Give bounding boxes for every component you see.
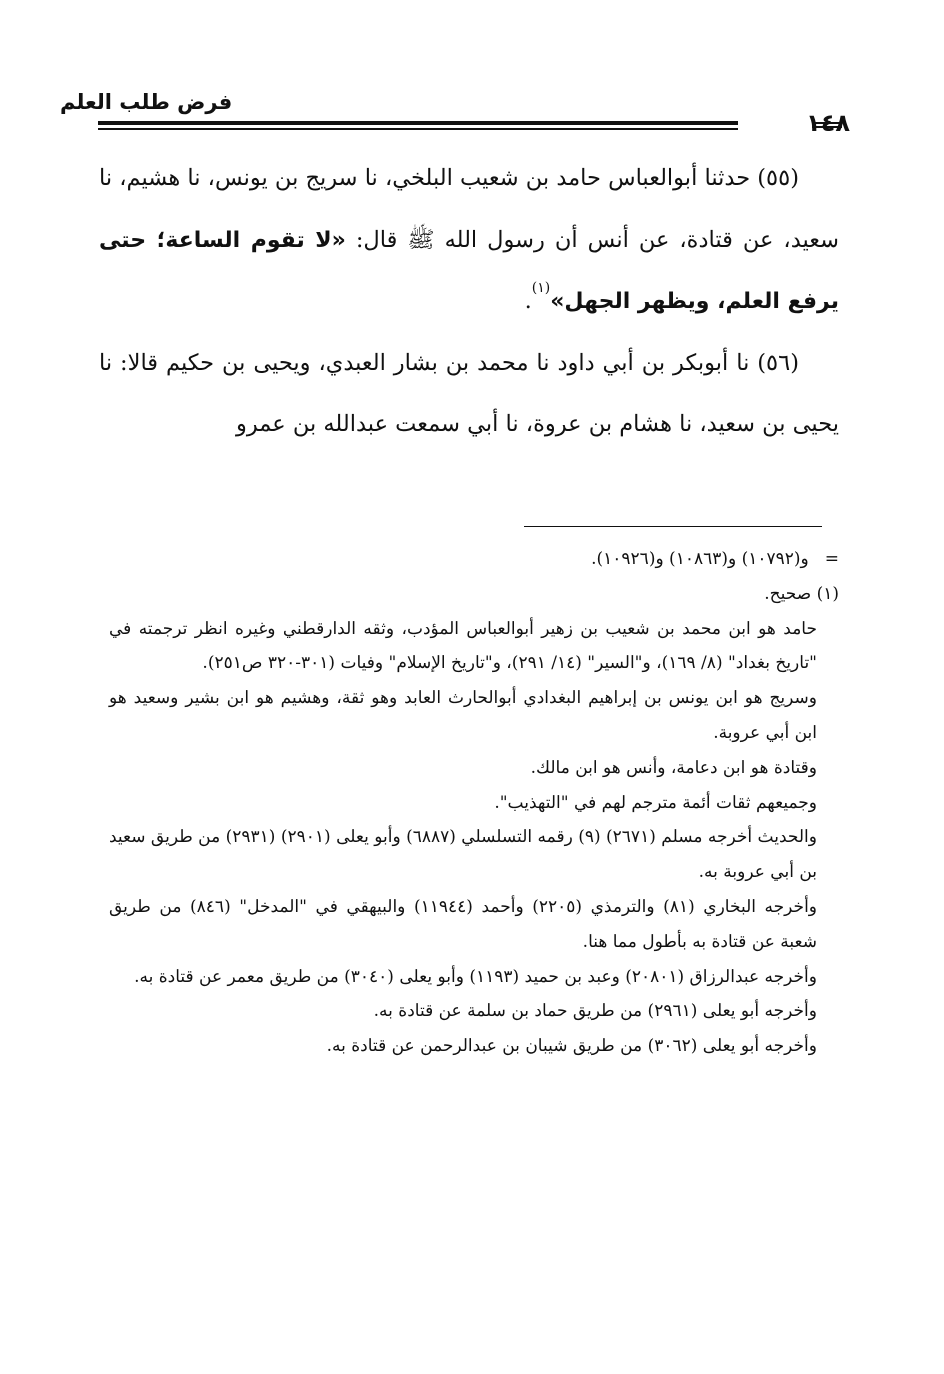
hadith-56: (٥٦) نا أبوبكر بن أبي داود نا محمد بن بشار العبدي، ويحيى بن حكيم قالا: نا يحيى بن سعيد، نا هشام بن عروة، نا أبي سمعت عبدالله بن عمرو [99,349,839,437]
footnote-line: حامد هو ابن محمد بن شعيب بن زهير أبوالعباس المؤدب، وثقه الدارقطني وغيره انظر ترجمته في "تاريخ بغداد" (٨/ ١٦٩)، و"السير" (١٤/ ٢٩١)، و"تاريخ الإسلام" وفيات (٣٠١-٣٢٠ ص٢٥١). [109,618,817,674]
footnote-line: وأخرجه أبو يعلى (٣٠٦٢) من طريق شيبان بن عبدالرحمن عن قتادة به. [326,1036,817,1057]
hadith-55-isnad: (٥٥) حدثنا أبوالعباس حامد بن شعيب البلخي، نا سريج بن يونس، نا هشيم، نا سعيد، عن قتادة، عن أنس أن رسول الله ﷺ قال: [99,165,839,253]
continuation-text: و(١٠٧٩٢) و(١٠٨٦٣) و(١٠٩٢٦). [591,549,809,569]
footnote-1-label: (١) صحيح. [764,583,839,604]
footnote-line: وسريج هو ابن يونس بن إبراهيم البغدادي أبوالحارث العابد وهو ثقة، وهشيم هو ابن بشير وسعيد هو ابن أبي عروبة. [109,688,817,743]
footnote-line: وجميعهم ثقات أئمة مترجم لهم في "التهذيب". [494,792,817,813]
hadith-55-matn: «لا تقوم الساعة؛ حتى يرفع العلم، ويظهر الجهل» [99,227,839,314]
header-rule-thick [98,121,738,125]
header-rule-thin [98,128,738,130]
running-title: فرض طلب العلم [60,90,233,114]
hadith-55-end: . [524,288,532,314]
main-text [99,148,839,456]
footnote-line: والحديث أخرجه مسلم (٢٦٧١) (٩) رقمه التسلسلي (٦٨٨٧) وأبو يعلى (٢٩٠١) (٢٩٣١) من طريق سعيد بن أبي عروبة به. [109,827,817,883]
footnote-line: وأخرجه عبدالرزاق (٢٠٨٠١) وعبد بن حميد (١١٩٣) وأبو يعلى (٣٠٤٠) من طريق معمر عن قتادة به. [134,966,817,987]
footnote-separator [524,526,822,527]
footnotes [109,542,839,1064]
footnote-ref-1[interactable]: (١) [531,280,551,296]
footnote-line: وأخرجه البخاري (٨١) والترمذي (٢٢٠٥) وأحمد (١١٩٤٤) والبيهقي في "المدخل" (٨٤٦) من طريق شعبة عن قتادة به بأطول مما هنا. [109,896,817,952]
footnote-continuation [109,542,839,577]
page-number: ١٤٨ [806,109,850,137]
page-number-dash [812,122,842,128]
footnote-line: وقتادة هو ابن دعامة، وأنس هو ابن مالك. [530,757,817,778]
continuation-mark: = [824,549,839,569]
footnote-line: وأخرجه أبو يعلى (٢٩٦١) من طريق حماد بن سلمة عن قتادة به. [373,1001,817,1022]
hadith-55 [99,148,839,333]
